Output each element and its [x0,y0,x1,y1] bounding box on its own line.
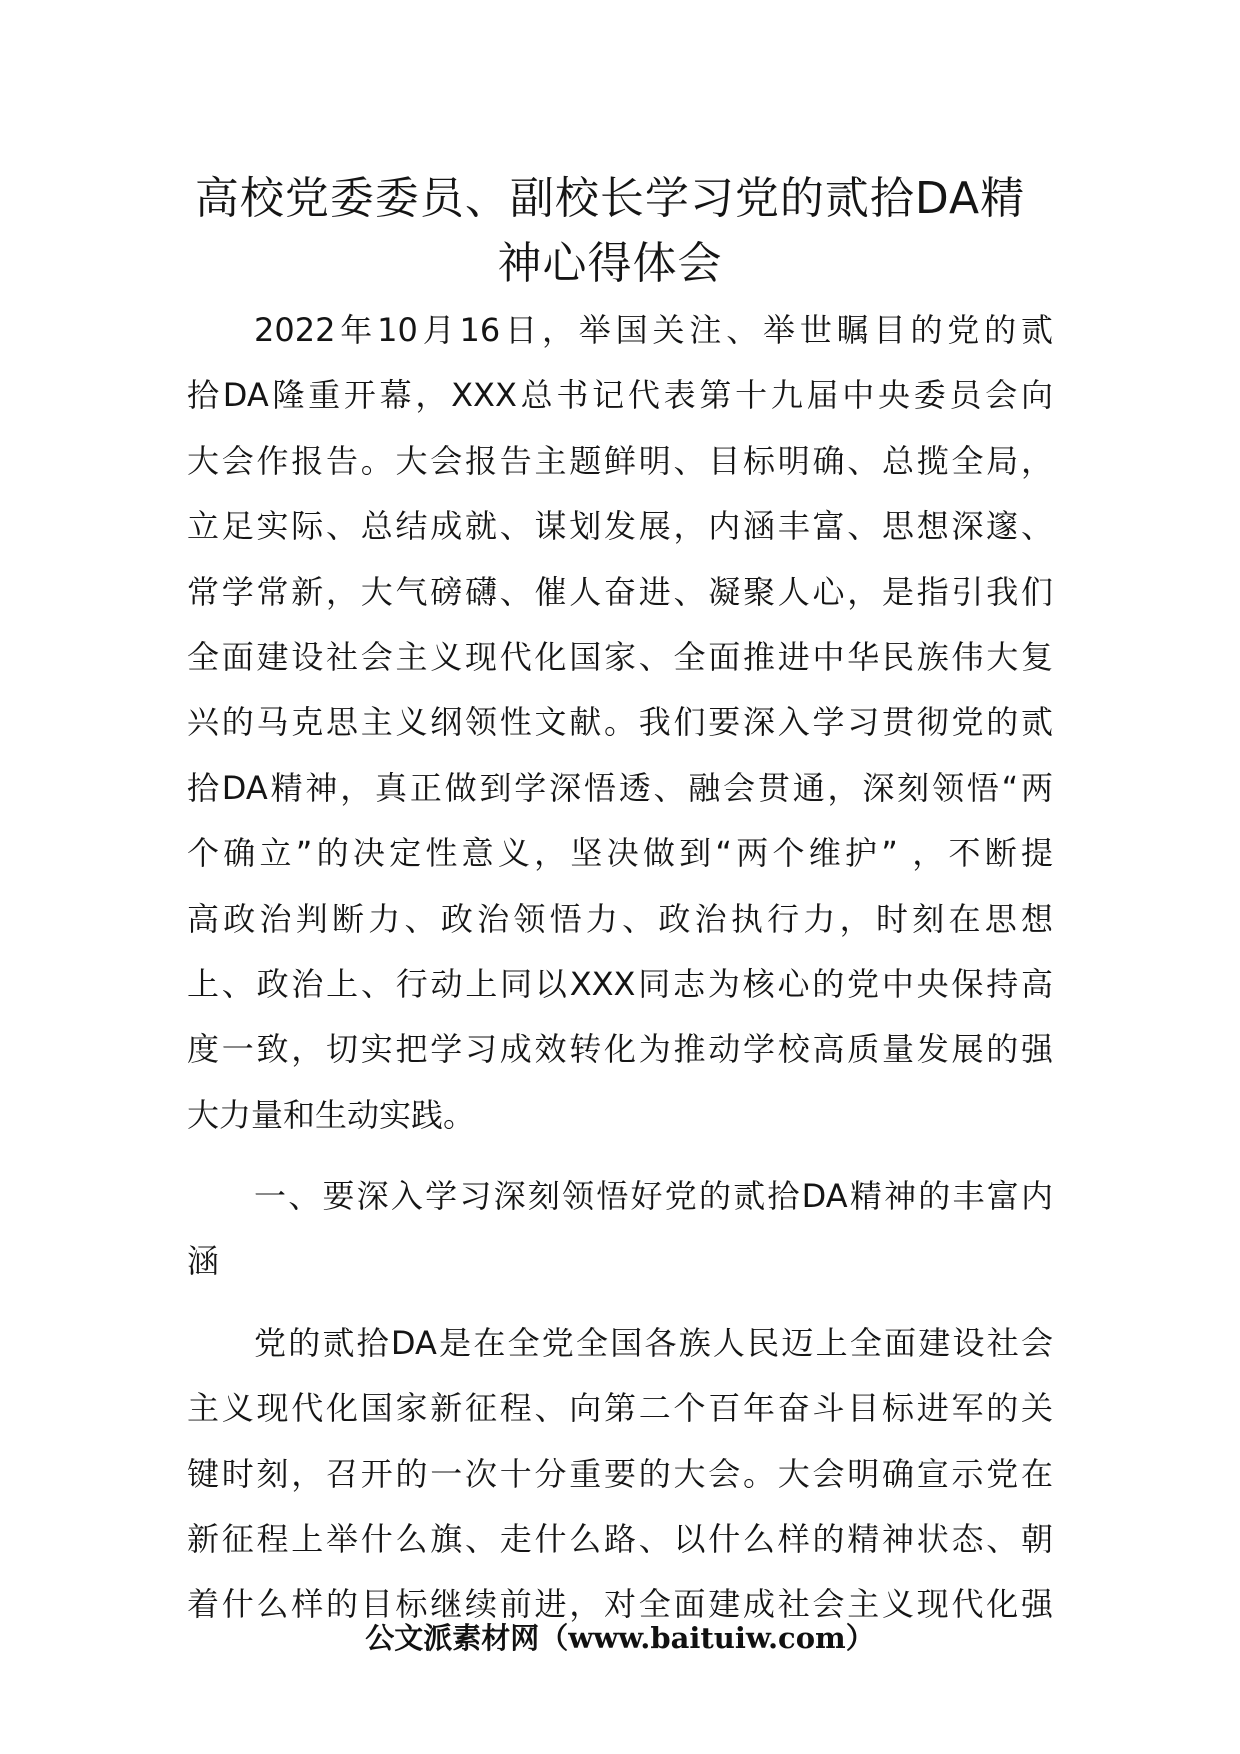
paragraph-line: 2022年10月16日，举国关注、举世瞩目的党的贰 [254,311,1053,349]
paragraph-intro [187,298,1053,1148]
paragraph-line: 个确立”的决定性意义，坚决做到“两个维护” ，不断提 [187,834,1053,873]
paragraph-spacer [187,1295,1053,1311]
paragraph-line: 党的贰拾DA是在全党全国各族人民迈上全面建设社会 [254,1323,1053,1362]
paragraph-line: 大力量和生动实践。 [187,1095,476,1134]
paragraph-spacer [187,1148,1053,1164]
paragraph-line: 度一致，切实把学习成效转化为推动学校高质量发展的强 [187,1030,1053,1069]
paragraph-line: 着什么样的目标继续前进，对全面建成社会主义现代化强 [187,1585,1053,1624]
paragraph-line: 大会作报告。大会报告主题鲜明、目标明确、总揽全局， [187,441,1053,480]
title-line: 神心得体会 [497,238,723,289]
paragraph-line: 立足实际、总结成就、谋划发展，内涵丰富、思想深邃、 [187,507,1053,546]
title-line: 高校党委委员、副校长学习党的贰拾DA精 [194,173,1026,224]
paragraph-line: 全面建设社会主义现代化国家、全面推进中华民族伟大复 [187,637,1053,676]
heading-line: 涵 [187,1242,220,1281]
document-body [187,298,1053,1638]
paragraph-line: 新征程上举什么旗、走什么路、以什么样的精神状态、朝 [187,1520,1053,1559]
paragraph-line: 高政治判断力、政治领悟力、政治执行力，时刻在思想 [187,899,1053,938]
paragraph-line: 主义现代化国家新征程、向第二个百年奋斗目标进军的关 [187,1389,1053,1428]
paragraph-section-1 [187,1311,1053,1638]
footer-source: 公文派素材网（www.baituiw.com） [365,1621,875,1655]
paragraph-line: 上、政治上、行动上同以XXX同志为核心的党中央保持高 [187,964,1053,1003]
heading-line: 一、要深入学习深刻领悟好党的贰拾DA精神的丰富内 [254,1177,1053,1216]
document-title [170,166,1050,296]
paragraph-line: 拾DA隆重开幕，XXX总书记代表第十九届中央委员会向 [187,376,1053,415]
paragraph-line: 常学常新，大气磅礴、催人奋进、凝聚人心，是指引我们 [187,572,1053,611]
section-heading-1 [187,1164,1053,1295]
paragraph-line: 兴的马克思主义纲领性文献。我们要深入学习贯彻党的贰 [187,703,1053,742]
paragraph-line: 键时刻，召开的一次十分重要的大会。大会明确宣示党在 [187,1454,1053,1493]
paragraph-line: 拾DA精神，真正做到学深悟透、融会贯通，深刻领悟“两 [187,768,1053,807]
